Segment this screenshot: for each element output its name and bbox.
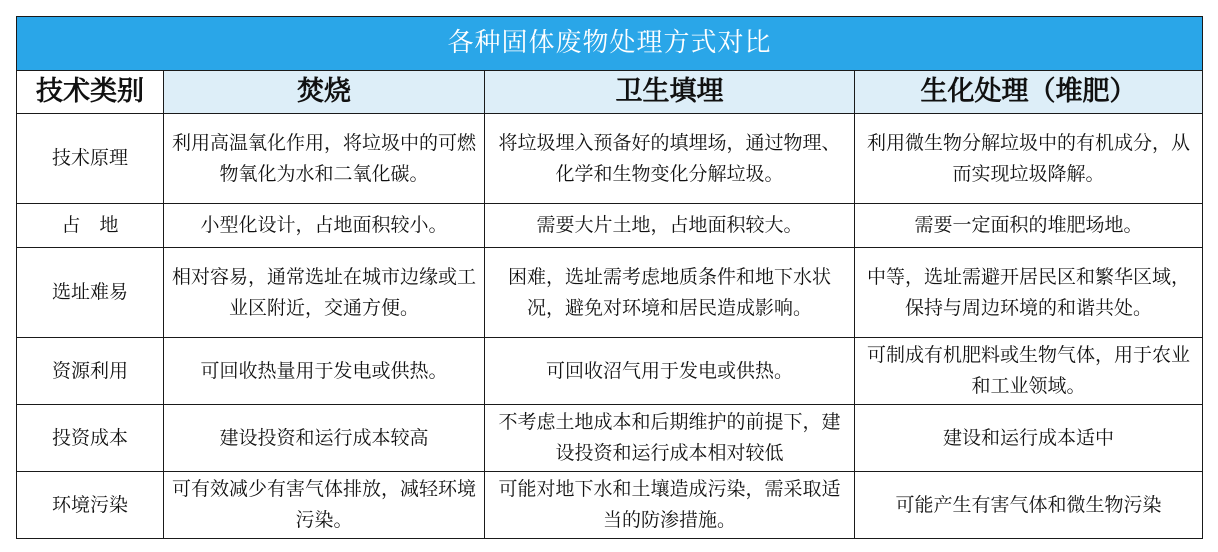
table-row <box>17 338 1203 405</box>
table-cell: 可有效减少有害气体排放，减轻环境污染。 <box>164 472 485 539</box>
comparison-table-wrapper <box>16 16 1202 539</box>
table-cell: 可回收沼气用于发电或供热。 <box>485 338 855 405</box>
column-header-landfill: 卫生填埋 <box>485 71 855 114</box>
column-header-composting: 生化处理（堆肥） <box>855 71 1203 114</box>
table-title: 各种固体废物处理方式对比 <box>17 17 1203 71</box>
row-label: 环境污染 <box>17 472 164 539</box>
table-cell: 中等，选址需避开居民区和繁华区域，保持与周边环境的和谐共处。 <box>855 248 1203 338</box>
table-row <box>17 204 1203 248</box>
header-row <box>17 71 1203 114</box>
table-cell: 可能产生有害气体和微生物污染 <box>855 472 1203 539</box>
table-cell: 需要大片土地，占地面积较大。 <box>485 204 855 248</box>
row-label: 资源利用 <box>17 338 164 405</box>
table-cell: 将垃圾埋入预备好的填埋场，通过物理、化学和生物变化分解垃圾。 <box>485 114 855 204</box>
table-cell: 利用高温氧化作用，将垃圾中的可燃物氧化为水和二氧化碳。 <box>164 114 485 204</box>
table-cell: 不考虑土地成本和后期维护的前提下，建设投资和运行成本相对较低 <box>485 405 855 472</box>
row-label: 占 地 <box>17 204 164 248</box>
row-label: 投资成本 <box>17 405 164 472</box>
table-cell: 建设和运行成本适中 <box>855 405 1203 472</box>
table-row <box>17 114 1203 204</box>
table-cell: 小型化设计，占地面积较小。 <box>164 204 485 248</box>
table-cell: 建设投资和运行成本较高 <box>164 405 485 472</box>
table-cell: 相对容易，通常选址在城市边缘或工业区附近，交通方便。 <box>164 248 485 338</box>
table-row <box>17 405 1203 472</box>
table-cell: 可能对地下水和土壤造成污染，需采取适当的防渗措施。 <box>485 472 855 539</box>
row-label: 技术原理 <box>17 114 164 204</box>
table-cell: 困难，选址需考虑地质条件和地下水状况，避免对环境和居民造成影响。 <box>485 248 855 338</box>
row-label: 选址难易 <box>17 248 164 338</box>
table-row <box>17 248 1203 338</box>
column-header-category: 技术类别 <box>17 71 164 114</box>
table-cell: 利用微生物分解垃圾中的有机成分，从而实现垃圾降解。 <box>855 114 1203 204</box>
column-header-incineration: 焚烧 <box>164 71 485 114</box>
table-cell: 可回收热量用于发电或供热。 <box>164 338 485 405</box>
table-cell: 可制成有机肥料或生物气体，用于农业和工业领域。 <box>855 338 1203 405</box>
table-cell: 需要一定面积的堆肥场地。 <box>855 204 1203 248</box>
comparison-table <box>16 16 1203 539</box>
table-row <box>17 472 1203 539</box>
